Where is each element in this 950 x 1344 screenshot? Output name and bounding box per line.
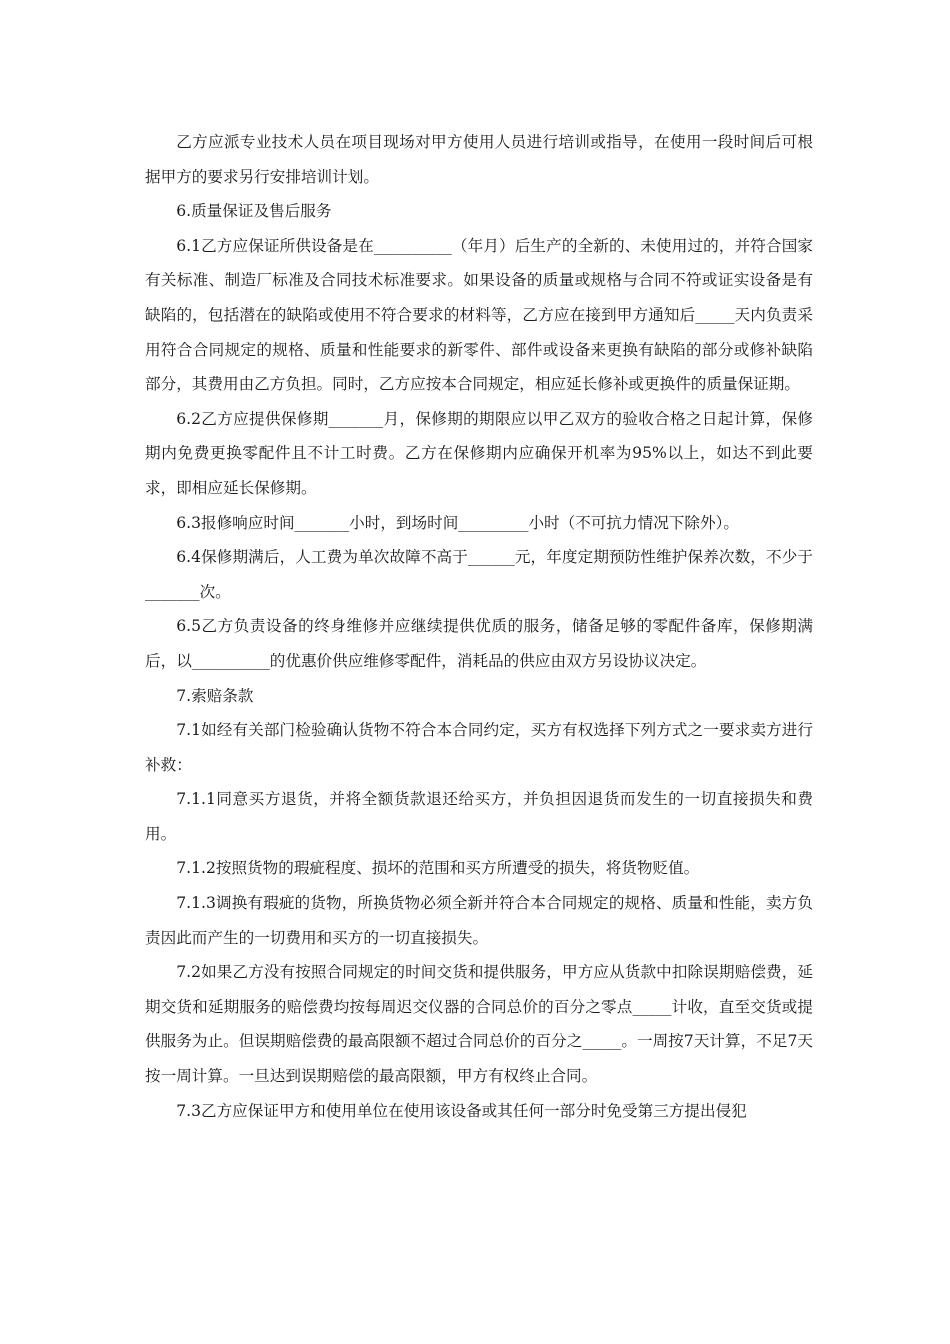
clause-7-1: 7.1如经有关部门检验确认货物不符合本合同约定，买方有权选择下列方式之一要求卖方进行补救： bbox=[145, 721, 813, 774]
clause-6-2: 6.2乙方应提供保修期_______月，保修期的期限应以甲乙双方的验收合格之日起计算，保修期内免费更换零配件且不计工时费。乙方在保修期内应确保开机率为95%以上，如达不到此要求，即相应延长保修期。 bbox=[145, 409, 813, 497]
heading-quality-warranty: 6.质量保证及售后服务 bbox=[176, 202, 332, 221]
clause-6-4: 6.4保修期满后，人工费为单次故障不高于______元，年度定期预防性维护保养次数，不少于_______次。 bbox=[145, 548, 813, 601]
clause-7-2: 7.2如果乙方没有按照合同规定的时间交货和提供服务，甲方应从货款中扣除误期赔偿费，延期交货和延期服务的赔偿费均按每周迟交仪器的合同总价的百分之零点_____计收，直至交货或提供服务为止。但误期赔偿费的最高限额不超过合同总价的百分之_____。一周按7天计算，不足7天按一周计算。一旦达到误期赔偿的最高限额，甲方有权终止合同。 bbox=[145, 963, 813, 1086]
paragraph-training: 乙方应派专业技术人员在项目现场对甲方使用人员进行培训或指导，在使用一段时间后可根据甲方的要求另行安排培训计划。 bbox=[145, 133, 813, 186]
clause-7-1-2: 7.1.2按照货物的瑕疵程度、损坏的范围和买方所遭受的损失，将货物贬值。 bbox=[176, 859, 700, 878]
clause-6-1: 6.1乙方应保证所供设备是在__________（年月）后生产的全新的、未使用过的，并符合国家有关标准、制造厂标准及合同技术标准要求。如果设备的质量或规格与合同不符或证实设备是有缺陷的，包括潜在的缺陷或使用不符合要求的材料等，乙方应在接到甲方通知后_____天内负责采用符合合同规定的规格、质量和性能要求的新零件、部件或设备来更换有缺陷的部分或修补缺陷部分，其费用由乙方负担。同时，乙方应按本合同规定，相应延长修补或更换件的质量保证期。 bbox=[145, 236, 813, 394]
heading-claims: 7.索赔条款 bbox=[176, 686, 254, 705]
clause-6-3: 6.3报修响应时间_______小时，到场时间_________小时（不可抗力情况下除外）。 bbox=[176, 513, 739, 532]
document-body bbox=[145, 125, 813, 1128]
clause-7-3: 7.3乙方应保证甲方和使用单位在使用该设备或其任何一部分时免受第三方提出侵犯 bbox=[176, 1101, 747, 1120]
clause-7-1-1: 7.1.1同意买方退货，并将全额货款退还给买方，并负担因退货而发生的一切直接损失和费用。 bbox=[145, 790, 813, 843]
clause-7-1-3: 7.1.3调换有瑕疵的货物，所换货物必须全新并符合本合同规定的规格、质量和性能，卖方负责因此而产生的一切费用和买方的一切直接损失。 bbox=[145, 894, 813, 947]
clause-6-5: 6.5乙方负责设备的终身维修并应继续提供优质的服务，储备足够的零配件备库，保修期满后，以__________的优惠价供应维修零配件，消耗品的供应由双方另设协议决定。 bbox=[145, 617, 813, 670]
